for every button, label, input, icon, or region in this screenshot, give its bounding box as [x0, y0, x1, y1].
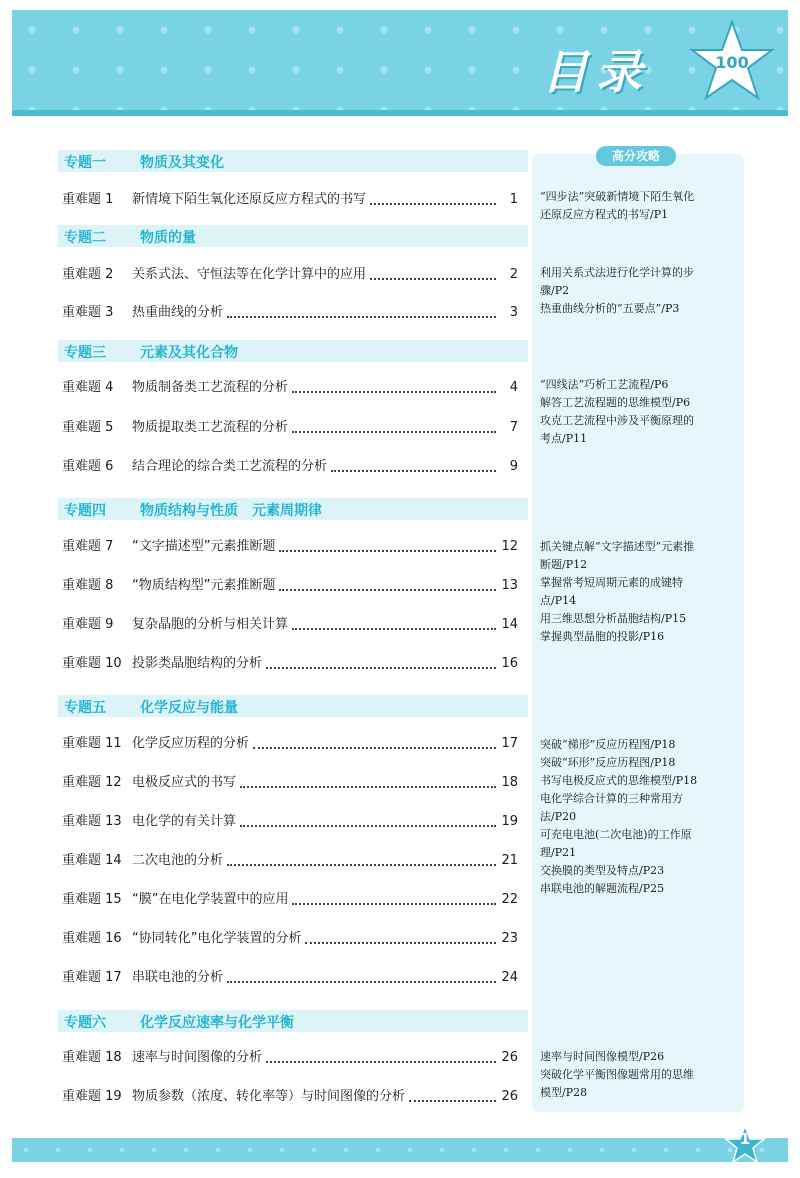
tip-group-5 — [540, 736, 740, 898]
tip-line: 掌握常考短周期元素的成键特 — [540, 576, 683, 589]
tip-line: 突破“梯形”反应历程图/P18 — [540, 738, 676, 751]
entry-title: 新情境下陌生氧化还原反应方程式的书写 — [132, 192, 367, 207]
tip-line: 抓关键点解“文字描述型”元素推 — [540, 540, 695, 553]
tip-group-4 — [540, 538, 740, 646]
dot-leader — [227, 981, 496, 983]
entry-number: 重难题 16 — [62, 931, 122, 946]
entry-page: 2 — [509, 267, 518, 282]
section-number: 专题一 — [64, 155, 106, 171]
tips-panel-heading: 高分攻略 — [596, 146, 676, 166]
entry-title: 关系式法、守恒法等在化学计算中的应用 — [132, 267, 367, 282]
entry-page: 4 — [509, 380, 518, 395]
entry-number: 重难题 17 — [62, 970, 122, 985]
entry-page: 1 — [509, 192, 518, 207]
tip-line: 电化学综合计算的三种常用方 — [540, 792, 683, 805]
entry-number: 重难题 5 — [62, 420, 114, 435]
entry-title: 串联电池的分析 — [132, 970, 224, 985]
section-name: 物质的量 — [140, 230, 196, 246]
tip-line: 串联电池的解题流程/P25 — [540, 882, 665, 895]
entry-page: 23 — [501, 931, 518, 946]
entry-number: 重难题 12 — [62, 775, 122, 790]
section-heading — [58, 695, 528, 717]
entry-title: 二次电池的分析 — [132, 853, 224, 868]
toc-entry[interactable] — [62, 890, 518, 910]
entry-title: “协同转化”电化学装置的分析 — [132, 931, 302, 946]
entry-page: 22 — [501, 892, 518, 907]
dot-leader — [292, 431, 496, 433]
entry-title: “物质结构型”元素推断题 — [132, 578, 276, 593]
entry-page: 18 — [501, 775, 518, 790]
toc-entry[interactable] — [62, 812, 518, 832]
footer-band — [12, 1138, 788, 1162]
page-number: 1 — [739, 1130, 751, 1148]
svg-text:100: 100 — [715, 53, 749, 72]
tip-line: “四步法”突破新情境下陌生氧化 — [540, 190, 695, 203]
entry-number: 重难题 4 — [62, 380, 114, 395]
tip-line: 用三维思想分析晶胞结构/P15 — [540, 612, 687, 625]
entry-number: 重难题 15 — [62, 892, 122, 907]
entry-number: 重难题 10 — [62, 656, 122, 671]
entry-number: 重难题 3 — [62, 305, 114, 320]
entry-number: 重难题 8 — [62, 578, 114, 593]
toc-entry[interactable] — [62, 929, 518, 949]
entry-page: 7 — [509, 420, 518, 435]
entry-page: 17 — [501, 736, 518, 751]
tip-line: “四线法”巧析工艺流程/P6 — [540, 378, 669, 391]
dot-leader — [370, 203, 496, 205]
entry-number: 重难题 7 — [62, 539, 114, 554]
tip-line: 热重曲线分析的“五要点”/P3 — [540, 302, 680, 315]
dot-leader — [370, 278, 496, 280]
tip-line: 突破化学平衡图像题常用的思维 — [540, 1068, 694, 1081]
entry-title: 结合理论的综合类工艺流程的分析 — [132, 459, 328, 474]
section-number: 专题二 — [64, 230, 106, 246]
entry-number: 重难题 19 — [62, 1089, 122, 1104]
dot-leader — [292, 391, 496, 393]
tip-line: 书写电极反应式的思维模型/P18 — [540, 774, 698, 787]
tip-line: 攻克工艺流程中涉及平衡原理的 — [540, 414, 694, 427]
section-heading — [58, 498, 528, 520]
tip-group-3 — [540, 376, 740, 448]
toc-entry[interactable] — [62, 851, 518, 871]
toc-entry[interactable] — [62, 190, 518, 210]
tip-line: 模型/P28 — [540, 1086, 588, 1099]
toc-entry[interactable] — [62, 576, 518, 596]
tip-line: 法/P20 — [540, 810, 577, 823]
section-number: 专题四 — [64, 503, 106, 519]
section-name: 物质结构与性质 元素周期律 — [140, 503, 322, 519]
dot-leader — [227, 316, 496, 318]
entry-title: 复杂晶胞的分析与相关计算 — [132, 617, 289, 632]
entry-number: 重难题 9 — [62, 617, 114, 632]
entry-page: 3 — [509, 305, 518, 320]
entry-title: 电化学的有关计算 — [132, 814, 237, 829]
dot-leader — [409, 1100, 496, 1102]
toc-entry[interactable] — [62, 1087, 518, 1107]
entry-title: “文字描述型”元素推断题 — [132, 539, 276, 554]
section-number: 专题五 — [64, 700, 106, 716]
section-name: 化学反应与能量 — [140, 700, 238, 716]
dot-leader — [292, 628, 496, 630]
toc-entry[interactable] — [62, 378, 518, 398]
toc-entry[interactable] — [62, 773, 518, 793]
section-heading — [58, 340, 528, 362]
section-name: 物质及其变化 — [140, 155, 224, 171]
toc-entry[interactable] — [62, 418, 518, 438]
toc-entry[interactable] — [62, 537, 518, 557]
tip-line: 还原反应方程式的书写/P1 — [540, 208, 669, 221]
tip-line: 速率与时间图像模型/P26 — [540, 1050, 665, 1063]
section-name: 元素及其化合物 — [140, 345, 238, 361]
entry-page: 9 — [509, 459, 518, 474]
tip-group-1 — [540, 188, 740, 224]
dot-leader — [266, 1061, 496, 1063]
entry-number: 重难题 2 — [62, 267, 114, 282]
tip-line: 掌握典型晶胞的投影/P16 — [540, 630, 665, 643]
dot-leader — [266, 667, 496, 669]
star-mascot-icon — [688, 18, 776, 106]
tip-line: 突破“环形”反应历程图/P18 — [540, 756, 676, 769]
entry-title: 化学反应历程的分析 — [132, 736, 250, 751]
entry-number: 重难题 6 — [62, 459, 114, 474]
section-number: 专题三 — [64, 345, 106, 361]
tip-line: 交换膜的类型及特点/P23 — [540, 864, 665, 877]
section-heading — [58, 150, 528, 172]
dot-leader — [253, 747, 496, 749]
entry-title: “膜”在电化学装置中的应用 — [132, 892, 289, 907]
dot-leader — [279, 550, 496, 552]
tip-line: 骤/P2 — [540, 284, 570, 297]
toc-entry[interactable] — [62, 654, 518, 674]
entry-page: 19 — [501, 814, 518, 829]
entry-page: 24 — [501, 970, 518, 985]
section-heading — [58, 225, 528, 247]
tip-line: 利用关系式法进行化学计算的步 — [540, 266, 694, 279]
entry-number: 重难题 18 — [62, 1050, 122, 1065]
toc-entry[interactable] — [62, 457, 518, 477]
entry-title: 电极反应式的书写 — [132, 775, 237, 790]
dot-leader — [279, 589, 496, 591]
toc-entry[interactable] — [62, 265, 518, 285]
entry-title: 热重曲线的分析 — [132, 305, 224, 320]
toc-entry[interactable] — [62, 1048, 518, 1068]
page-title: 目录 — [542, 45, 650, 99]
toc-entry[interactable] — [62, 968, 518, 988]
tip-line: 断题/P12 — [540, 558, 588, 571]
entry-title: 物质提取类工艺流程的分析 — [132, 420, 289, 435]
toc-entry[interactable] — [62, 303, 518, 323]
entry-page: 16 — [501, 656, 518, 671]
section-name: 化学反应速率与化学平衡 — [140, 1015, 294, 1031]
dot-leader — [240, 786, 496, 788]
section-number: 专题六 — [64, 1015, 106, 1031]
entry-number: 重难题 13 — [62, 814, 122, 829]
tip-line: 可充电电池(二次电池)的工作原 — [540, 828, 692, 841]
entry-page: 21 — [501, 853, 518, 868]
entry-number: 重难题 14 — [62, 853, 122, 868]
entry-page: 12 — [501, 539, 518, 554]
dot-leader — [292, 903, 496, 905]
section-heading — [58, 1010, 528, 1032]
entry-page: 13 — [501, 578, 518, 593]
dot-leader — [305, 942, 496, 944]
dot-leader — [240, 825, 496, 827]
toc-entry[interactable] — [62, 734, 518, 754]
tip-group-6 — [540, 1048, 740, 1102]
entry-number: 重难题 1 — [62, 192, 114, 207]
entry-number: 重难题 11 — [62, 736, 122, 751]
tip-line: 点/P14 — [540, 594, 577, 607]
dot-leader — [227, 864, 496, 866]
entry-title: 速率与时间图像的分析 — [132, 1050, 263, 1065]
tip-line: 解答工艺流程题的思维模型/P6 — [540, 396, 691, 409]
tip-line: 考点/P11 — [540, 432, 588, 445]
entry-title: 物质制备类工艺流程的分析 — [132, 380, 289, 395]
tip-group-2 — [540, 264, 740, 318]
toc-entry[interactable] — [62, 615, 518, 635]
entry-page: 14 — [501, 617, 518, 632]
entry-title: 物质参数（浓度、转化率等）与时间图像的分析 — [132, 1089, 406, 1104]
entry-title: 投影类晶胞结构的分析 — [132, 656, 263, 671]
entry-page: 26 — [501, 1050, 518, 1065]
dot-leader — [331, 470, 496, 472]
tip-line: 理/P21 — [540, 846, 577, 859]
entry-page: 26 — [501, 1089, 518, 1104]
